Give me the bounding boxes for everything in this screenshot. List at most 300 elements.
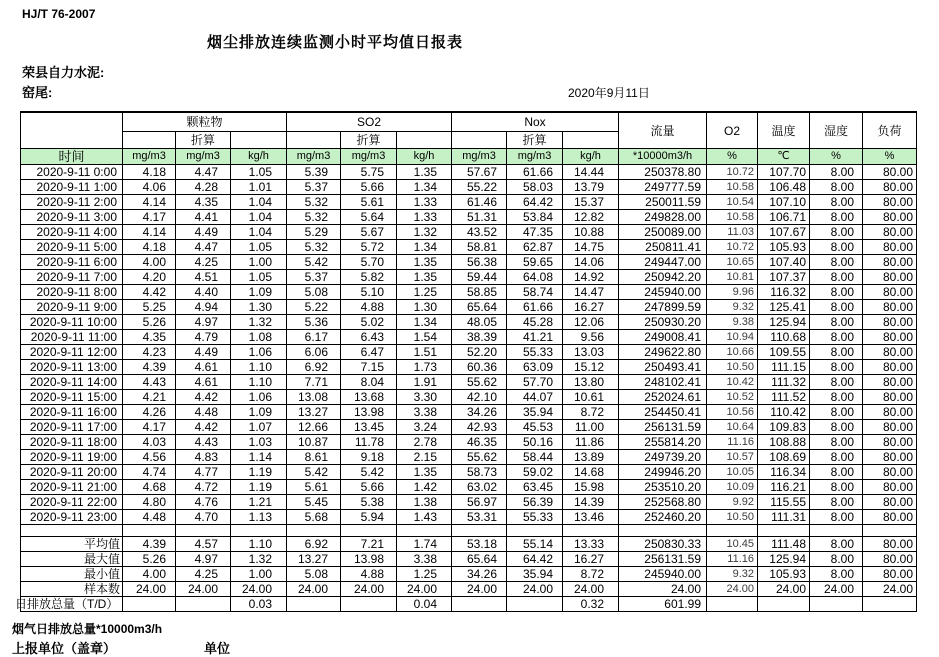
value-cell: 8.00: [810, 165, 863, 180]
value-cell: 1.21: [231, 495, 287, 510]
value-cell: 58.74: [507, 285, 563, 300]
value-cell: 80.00: [863, 240, 917, 255]
value-cell: 8.72: [563, 405, 619, 420]
value-cell: 52.20: [452, 345, 507, 360]
value-cell: 1.25: [397, 285, 452, 300]
value-cell: 4.42: [176, 390, 231, 405]
value-cell: 5.72: [341, 240, 397, 255]
col-header-humidity: 湿度: [810, 112, 863, 149]
summary-value-cell: 24.00: [563, 582, 619, 597]
empty-subheader: [123, 132, 176, 149]
time-cell: 2020-9-11 12:00: [21, 345, 123, 360]
col-group-so2: SO2: [287, 112, 452, 132]
summary-row: [21, 582, 917, 597]
time-cell: 2020-9-11 6:00: [21, 255, 123, 270]
value-cell: 1.33: [397, 210, 452, 225]
value-cell: 13.08: [287, 390, 341, 405]
value-cell: 253510.20: [619, 480, 707, 495]
empty-subheader: [397, 132, 452, 149]
table-row: [21, 225, 917, 240]
unit-cell: mg/m3: [341, 149, 397, 165]
table-row: [21, 315, 917, 330]
value-cell: 1.09: [231, 285, 287, 300]
flow-total-note: 烟气日排放总量*10000m3/h: [12, 622, 163, 636]
value-cell: 4.68: [123, 480, 176, 495]
table-row: [21, 450, 917, 465]
unit-header-row: [21, 149, 917, 165]
value-cell: 250378.80: [619, 165, 707, 180]
value-cell: 14.68: [563, 465, 619, 480]
value-cell: 15.37: [563, 195, 619, 210]
value-cell: 57.70: [507, 375, 563, 390]
value-cell: 1.42: [397, 480, 452, 495]
value-cell: 11.86: [563, 435, 619, 450]
value-cell: 8.00: [810, 240, 863, 255]
value-cell: 8.00: [810, 180, 863, 195]
value-cell: 58.03: [507, 180, 563, 195]
value-cell: 58.73: [452, 465, 507, 480]
col-header-load: 负荷: [863, 112, 917, 149]
summary-value-cell: 1.10: [231, 537, 287, 552]
table-row: [21, 270, 917, 285]
time-cell: 2020-9-11 3:00: [21, 210, 123, 225]
value-cell: 10.58: [707, 210, 758, 225]
summary-row: [21, 597, 917, 612]
empty-cell: [341, 525, 397, 537]
table-row: [21, 375, 917, 390]
value-cell: 62.87: [507, 240, 563, 255]
col-header-flow: 流量: [619, 112, 707, 149]
summary-value-cell: 24.00: [507, 582, 563, 597]
value-cell: 107.40: [758, 255, 810, 270]
value-cell: 3.30: [397, 390, 452, 405]
value-cell: 4.70: [176, 510, 231, 525]
value-cell: 35.94: [507, 405, 563, 420]
value-cell: 8.00: [810, 405, 863, 420]
value-cell: 5.66: [341, 180, 397, 195]
value-cell: 5.08: [287, 285, 341, 300]
value-cell: 12.66: [287, 420, 341, 435]
value-cell: 4.61: [176, 360, 231, 375]
value-cell: 10.54: [707, 195, 758, 210]
value-cell: 5.22: [287, 300, 341, 315]
value-cell: 5.02: [341, 315, 397, 330]
value-cell: 65.64: [452, 300, 507, 315]
value-cell: 8.00: [810, 360, 863, 375]
value-cell: 80.00: [863, 390, 917, 405]
company-name: 荣县自力水泥:: [22, 65, 105, 80]
value-cell: 14.75: [563, 240, 619, 255]
value-cell: 4.18: [123, 240, 176, 255]
value-cell: 80.00: [863, 210, 917, 225]
time-cell: 2020-9-11 15:00: [21, 390, 123, 405]
converted-label-nox: 折算: [507, 132, 563, 149]
col-header-o2: O2: [707, 112, 758, 149]
value-cell: 4.94: [176, 300, 231, 315]
time-cell: 2020-9-11 16:00: [21, 405, 123, 420]
time-column-header: 时间: [21, 149, 123, 165]
time-cell: 2020-9-11 11:00: [21, 330, 123, 345]
value-cell: 1.34: [397, 180, 452, 195]
summary-value-cell: 8.00: [810, 567, 863, 582]
unit-cell: mg/m3: [287, 149, 341, 165]
value-cell: 4.88: [341, 300, 397, 315]
table-body: [15, 165, 917, 612]
empty-cell: [810, 525, 863, 537]
value-cell: 1.05: [231, 240, 287, 255]
value-cell: 8.00: [810, 375, 863, 390]
page-title: 烟尘排放连续监测小时平均值日报表: [207, 34, 464, 51]
value-cell: 1.73: [397, 360, 452, 375]
summary-value-cell: 0.32: [563, 597, 619, 612]
value-cell: 4.17: [123, 420, 176, 435]
value-cell: 13.45: [341, 420, 397, 435]
value-cell: 108.69: [758, 450, 810, 465]
summary-label-cell: 样本数: [21, 582, 123, 597]
value-cell: 53.84: [507, 210, 563, 225]
converted-label-pm: 折算: [176, 132, 231, 149]
value-cell: 80.00: [863, 165, 917, 180]
table-row: [21, 390, 917, 405]
summary-value-cell: [123, 597, 176, 612]
value-cell: 5.29: [287, 225, 341, 240]
time-cell: 2020-9-11 8:00: [21, 285, 123, 300]
value-cell: 80.00: [863, 300, 917, 315]
value-cell: 42.10: [452, 390, 507, 405]
value-cell: 8.00: [810, 270, 863, 285]
value-cell: 4.80: [123, 495, 176, 510]
value-cell: 10.81: [707, 270, 758, 285]
value-cell: 61.66: [507, 165, 563, 180]
value-cell: 80.00: [863, 270, 917, 285]
time-cell: 2020-9-11 14:00: [21, 375, 123, 390]
value-cell: 4.21: [123, 390, 176, 405]
value-cell: 111.52: [758, 390, 810, 405]
table-row: [21, 360, 917, 375]
value-cell: 8.00: [810, 345, 863, 360]
unit-cell: %: [863, 149, 917, 165]
value-cell: 1.08: [231, 330, 287, 345]
empty-cell: [231, 525, 287, 537]
summary-value-cell: 24.00: [231, 582, 287, 597]
summary-value-cell: [707, 597, 758, 612]
summary-value-cell: 3.38: [397, 552, 452, 567]
value-cell: 38.39: [452, 330, 507, 345]
value-cell: 1.33: [397, 195, 452, 210]
value-cell: 8.00: [810, 315, 863, 330]
value-cell: 8.00: [810, 480, 863, 495]
value-cell: 14.44: [563, 165, 619, 180]
value-cell: 7.71: [287, 375, 341, 390]
value-cell: 80.00: [863, 435, 917, 450]
value-cell: 254450.41: [619, 405, 707, 420]
value-cell: 46.35: [452, 435, 507, 450]
value-cell: 80.00: [863, 450, 917, 465]
value-cell: 5.32: [287, 195, 341, 210]
summary-value-cell: 8.72: [563, 567, 619, 582]
unit-cell: mg/m3: [176, 149, 231, 165]
value-cell: 249777.59: [619, 180, 707, 195]
time-cell: 2020-9-11 17:00: [21, 420, 123, 435]
value-cell: 116.34: [758, 465, 810, 480]
value-cell: 56.38: [452, 255, 507, 270]
value-cell: 80.00: [863, 225, 917, 240]
summary-value-cell: 4.97: [176, 552, 231, 567]
value-cell: 4.72: [176, 480, 231, 495]
value-cell: 58.85: [452, 285, 507, 300]
value-cell: 4.18: [123, 165, 176, 180]
table-row: [21, 180, 917, 195]
summary-value-cell: 16.27: [563, 552, 619, 567]
summary-value-cell: 80.00: [863, 537, 917, 552]
empty-cell: [619, 525, 707, 537]
value-cell: 1.43: [397, 510, 452, 525]
table-row: [21, 435, 917, 450]
value-cell: 1.05: [231, 270, 287, 285]
summary-value-cell: 5.26: [123, 552, 176, 567]
value-cell: 80.00: [863, 510, 917, 525]
table-row: [21, 345, 917, 360]
value-cell: 8.00: [810, 210, 863, 225]
summary-value-cell: 80.00: [863, 552, 917, 567]
value-cell: 11.16: [707, 435, 758, 450]
report-table: [15, 111, 917, 612]
unit-cell: mg/m3: [507, 149, 563, 165]
summary-value-cell: [758, 597, 810, 612]
value-cell: 10.56: [707, 405, 758, 420]
summary-value-cell: 4.39: [123, 537, 176, 552]
summary-value-cell: 1.32: [231, 552, 287, 567]
table-row: [21, 330, 917, 345]
value-cell: 106.48: [758, 180, 810, 195]
value-cell: 10.88: [563, 225, 619, 240]
summary-value-cell: 65.64: [452, 552, 507, 567]
value-cell: 110.68: [758, 330, 810, 345]
summary-value-cell: 1.00: [231, 567, 287, 582]
summary-value-cell: 601.99: [619, 597, 707, 612]
summary-value-cell: 13.27: [287, 552, 341, 567]
summary-value-cell: 24.00: [176, 582, 231, 597]
summary-value-cell: 24.00: [619, 582, 707, 597]
value-cell: 4.49: [176, 225, 231, 240]
value-cell: 255814.20: [619, 435, 707, 450]
value-cell: 4.48: [176, 405, 231, 420]
time-cell: 2020-9-11 7:00: [21, 270, 123, 285]
value-cell: 5.37: [287, 270, 341, 285]
value-cell: 63.45: [507, 480, 563, 495]
value-cell: 5.42: [341, 465, 397, 480]
unit-label: 单位: [204, 641, 231, 656]
value-cell: 252568.80: [619, 495, 707, 510]
value-cell: 9.56: [563, 330, 619, 345]
value-cell: 1.10: [231, 375, 287, 390]
value-cell: 61.46: [452, 195, 507, 210]
value-cell: 1.35: [397, 255, 452, 270]
summary-value-cell: [507, 597, 563, 612]
unit-cell: kg/h: [563, 149, 619, 165]
value-cell: 10.58: [707, 180, 758, 195]
value-cell: 8.00: [810, 195, 863, 210]
value-cell: 5.37: [287, 180, 341, 195]
value-cell: 250942.20: [619, 270, 707, 285]
value-cell: 1.04: [231, 195, 287, 210]
summary-value-cell: [452, 597, 507, 612]
value-cell: 13.68: [341, 390, 397, 405]
empty-cell: [397, 525, 452, 537]
value-cell: 5.66: [341, 480, 397, 495]
value-cell: 125.41: [758, 300, 810, 315]
table-row: [21, 285, 917, 300]
summary-value-cell: 24.00: [341, 582, 397, 597]
summary-value-cell: 80.00: [863, 567, 917, 582]
value-cell: 6.17: [287, 330, 341, 345]
time-cell: 2020-9-11 18:00: [21, 435, 123, 450]
value-cell: 13.79: [563, 180, 619, 195]
summary-value-cell: 13.98: [341, 552, 397, 567]
value-cell: 5.45: [287, 495, 341, 510]
table-row: [21, 405, 917, 420]
value-cell: 4.48: [123, 510, 176, 525]
value-cell: 107.67: [758, 225, 810, 240]
value-cell: 11.78: [341, 435, 397, 450]
report-date: 2020年9月11日: [568, 86, 650, 100]
summary-value-cell: 4.25: [176, 567, 231, 582]
value-cell: 4.41: [176, 210, 231, 225]
value-cell: 8.04: [341, 375, 397, 390]
value-cell: 13.89: [563, 450, 619, 465]
summary-value-cell: 34.26: [452, 567, 507, 582]
value-cell: 14.39: [563, 495, 619, 510]
value-cell: 4.43: [123, 375, 176, 390]
value-cell: 4.17: [123, 210, 176, 225]
summary-value-cell: [863, 597, 917, 612]
summary-value-cell: 8.00: [810, 552, 863, 567]
empty-subheader: [563, 132, 619, 149]
table-row: [21, 195, 917, 210]
value-cell: 8.00: [810, 495, 863, 510]
value-cell: 1.38: [397, 495, 452, 510]
value-cell: 8.00: [810, 450, 863, 465]
summary-value-cell: 111.48: [758, 537, 810, 552]
col-group-nox: Nox: [452, 112, 619, 132]
summary-row: [21, 552, 917, 567]
value-cell: 109.55: [758, 345, 810, 360]
value-cell: 1.13: [231, 510, 287, 525]
value-cell: 5.94: [341, 510, 397, 525]
value-cell: 107.10: [758, 195, 810, 210]
table-row: [21, 255, 917, 270]
value-cell: 5.42: [287, 255, 341, 270]
value-cell: 249447.00: [619, 255, 707, 270]
value-cell: 12.82: [563, 210, 619, 225]
value-cell: 4.06: [123, 180, 176, 195]
summary-value-cell: 125.94: [758, 552, 810, 567]
value-cell: 80.00: [863, 285, 917, 300]
value-cell: 45.28: [507, 315, 563, 330]
value-cell: 4.61: [176, 375, 231, 390]
value-cell: 248102.41: [619, 375, 707, 390]
value-cell: 4.39: [123, 360, 176, 375]
value-cell: 64.08: [507, 270, 563, 285]
table-row: [21, 420, 917, 435]
summary-value-cell: 1.74: [397, 537, 452, 552]
value-cell: 247899.59: [619, 300, 707, 315]
empty-cell: [507, 525, 563, 537]
value-cell: 14.47: [563, 285, 619, 300]
value-cell: 111.31: [758, 510, 810, 525]
empty-subheader: [231, 132, 287, 149]
table-head: [21, 112, 917, 165]
time-cell: 2020-9-11 1:00: [21, 180, 123, 195]
value-cell: 10.61: [563, 390, 619, 405]
summary-value-cell: 1.25: [397, 567, 452, 582]
value-cell: 4.43: [176, 435, 231, 450]
summary-value-cell: 24.00: [810, 582, 863, 597]
value-cell: 4.47: [176, 165, 231, 180]
value-cell: 4.28: [176, 180, 231, 195]
value-cell: 10.09: [707, 480, 758, 495]
value-cell: 5.82: [341, 270, 397, 285]
value-cell: 1.35: [397, 270, 452, 285]
value-cell: 80.00: [863, 480, 917, 495]
value-cell: 14.92: [563, 270, 619, 285]
summary-value-cell: 24.00: [397, 582, 452, 597]
table-row: [21, 465, 917, 480]
value-cell: 1.06: [231, 345, 287, 360]
value-cell: 8.00: [810, 225, 863, 240]
report-table-container: [15, 111, 917, 612]
value-cell: 80.00: [863, 255, 917, 270]
value-cell: 4.47: [176, 240, 231, 255]
unit-cell: *10000m3/h: [619, 149, 707, 165]
value-cell: 63.02: [452, 480, 507, 495]
summary-value-cell: [287, 597, 341, 612]
value-cell: 1.00: [231, 255, 287, 270]
value-cell: 115.55: [758, 495, 810, 510]
unit-cell: mg/m3: [452, 149, 507, 165]
time-cell: 2020-9-11 22:00: [21, 495, 123, 510]
value-cell: 8.00: [810, 300, 863, 315]
summary-value-cell: 24.00: [758, 582, 810, 597]
value-cell: 6.06: [287, 345, 341, 360]
value-cell: 1.35: [397, 165, 452, 180]
value-cell: 48.05: [452, 315, 507, 330]
value-cell: 1.19: [231, 465, 287, 480]
value-cell: 110.42: [758, 405, 810, 420]
value-cell: 55.62: [452, 375, 507, 390]
value-cell: 56.97: [452, 495, 507, 510]
value-cell: 7.15: [341, 360, 397, 375]
value-cell: 111.32: [758, 375, 810, 390]
value-cell: 11.00: [563, 420, 619, 435]
value-cell: 53.31: [452, 510, 507, 525]
table-row: [21, 495, 917, 510]
value-cell: 1.32: [397, 225, 452, 240]
col-group-particulate: 颗粒物: [123, 112, 287, 132]
value-cell: 10.65: [707, 255, 758, 270]
value-cell: 4.35: [176, 195, 231, 210]
value-cell: 5.68: [287, 510, 341, 525]
value-cell: 106.71: [758, 210, 810, 225]
value-cell: 4.00: [123, 255, 176, 270]
value-cell: 8.00: [810, 255, 863, 270]
standard-number: HJ/T 76-2007: [22, 7, 96, 21]
value-cell: 1.35: [397, 465, 452, 480]
summary-value-cell: 105.93: [758, 567, 810, 582]
empty-cell: [21, 525, 123, 537]
value-cell: 252460.20: [619, 510, 707, 525]
value-cell: 2.15: [397, 450, 452, 465]
